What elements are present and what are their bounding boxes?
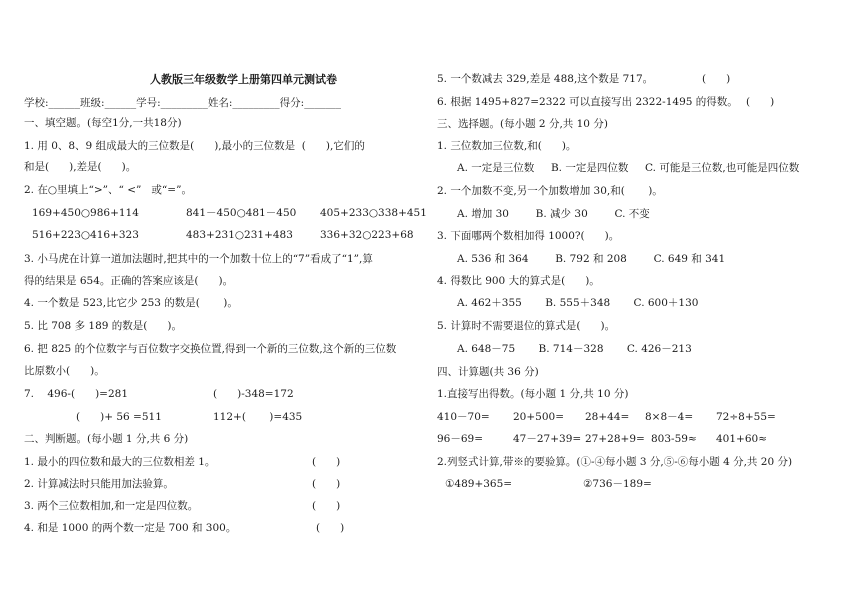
fill-q2-compare: 516+223○416+323	[32, 229, 139, 241]
calc-part2-heading: 2.列竖式计算,带※的要验算。(①-④每小题 3 分,⑤-⑥每小题 4 分,共 20 分)	[437, 456, 793, 468]
calc-item: 72÷8+55=	[716, 411, 776, 423]
judge-q4-paren: ( )	[316, 522, 345, 534]
fill-q1-line1: 1. 用 0、8、9 组成最大的三位数是( ),最小的三位数是 ( ),它们的	[24, 140, 365, 152]
calc-part1-heading: 1.直接写出得数。(每小题 1 分,共 10 分)	[437, 388, 629, 400]
judge-q2-paren: ( )	[312, 478, 341, 490]
fill-q3-line2: 得的结果是 654。正确的答案应该是( )。	[24, 275, 234, 287]
page-title: 人教版三年级数学上册第四单元测试卷	[150, 73, 337, 86]
fill-q6-line2: 比原数小( )。	[24, 365, 105, 377]
judge-q6: 6. 根据 1495+827=2322 可以直接写出 2322-1495 的得数。	[437, 96, 738, 108]
calc-item: 20+500=	[513, 411, 564, 423]
fill-q7-eq: 7. 496-( )=281	[24, 388, 129, 400]
judge-q3-paren: ( )	[312, 500, 341, 512]
fill-q2-compare: 169+450○986+114	[32, 207, 139, 219]
fill-q2: 2. 在○里填上“>”、“ <” 或“=”。	[24, 184, 192, 196]
fill-q1-line2: 和是( ),差是( )。	[24, 161, 137, 173]
fill-q2-compare: 405+233○338+451	[320, 207, 427, 219]
choice-q4: 4. 得数比 900 大的算式是( )。	[437, 275, 600, 287]
judge-q5: 5. 一个数减去 329,差是 488,这个数是 717。	[437, 73, 654, 85]
choice-q5-options: A. 648－75 B. 714－328 C. 426－213	[457, 343, 692, 355]
fill-q5: 5. 比 708 多 189 的数是( )。	[24, 320, 183, 332]
fill-q7-eq: ( )+ 56 =511	[76, 411, 162, 423]
fill-q7-eq: ( )-348=172	[213, 388, 294, 400]
choice-q1: 1. 三位数加三位数,和( )。	[437, 140, 577, 152]
calc-item: 8×8－4=	[645, 411, 694, 423]
fill-q2-compare: 483+231○231+483	[186, 229, 293, 241]
calc-item: 410－70=	[437, 411, 490, 423]
judge-q6-paren: ( )	[746, 96, 775, 108]
calc-item: 47－27+39=	[513, 433, 582, 445]
fill-q2-compare: 841－450○481－450	[186, 207, 297, 219]
choice-q3: 3. 下面哪两个数相加得 1000?( )。	[437, 230, 620, 242]
student-info-line: 学校:______班级:______学号:_________姓名:_________得分:_______	[24, 97, 341, 109]
section-choice-heading: 三、选择题。(每小题 2 分,共 10 分)	[437, 118, 608, 130]
judge-q3: 3. 两个三位数相加,和一定是四位数。	[24, 500, 199, 512]
choice-q4-options: A. 462＋355 B. 555＋348 C. 600＋130	[457, 297, 699, 309]
calc-vertical-1: ①489+365=	[445, 478, 513, 490]
section-calc-heading: 四、计算题(共 36 分)	[437, 366, 539, 378]
fill-q2-compare: 336+32○223+68	[320, 229, 414, 241]
choice-q3-options: A. 536 和 364 B. 792 和 208 C. 649 和 341	[457, 253, 726, 265]
fill-q7-eq: 112+( )=435	[213, 411, 303, 423]
fill-q6-line1: 6. 把 825 的个位数字与百位数字交换位置,得到一个新的三位数,这个新的三位数	[24, 343, 397, 355]
judge-q1-paren: ( )	[312, 456, 341, 468]
judge-q1: 1. 最小的四位数和最大的三位数相差 1。	[24, 456, 216, 468]
calc-item: 27+28+9=	[585, 433, 645, 445]
calc-item: 401+60≈	[716, 433, 767, 445]
calc-vertical-2: ②736－189=	[583, 478, 652, 490]
choice-q5: 5. 计算时不需要退位的算式是( )。	[437, 320, 616, 332]
calc-item: 96－69=	[437, 433, 484, 445]
choice-q2: 2. 一个加数不变,另一个加数增加 30,和( )。	[437, 185, 663, 197]
judge-q5-paren: ( )	[702, 73, 731, 85]
choice-q1-options: A. 一定是三位数 B. 一定是四位数 C. 可能是三位数,也可能是四位数	[457, 162, 800, 174]
judge-q4: 4. 和是 1000 的两个数一定是 700 和 300。	[24, 522, 237, 534]
fill-q3-line1: 3. 小马虎在计算一道加法题时,把其中的一个加数十位上的“7”看成了“1”,算	[24, 253, 373, 265]
judge-q2: 2. 计算减法时只能用加法验算。	[24, 478, 174, 490]
calc-item: 28+44=	[585, 411, 630, 423]
choice-q2-options: A. 增加 30 B. 减少 30 C. 不变	[457, 208, 650, 220]
section-judge-heading: 二、判断题。(每小题 1 分,共 6 分)	[24, 433, 189, 445]
fill-q4: 4. 一个数是 523,比它少 253 的数是( )。	[24, 297, 238, 309]
section-fill-in-heading: 一、填空题。(每空1分,一共18分)	[24, 117, 182, 129]
calc-item: 803-59≈	[651, 433, 697, 445]
